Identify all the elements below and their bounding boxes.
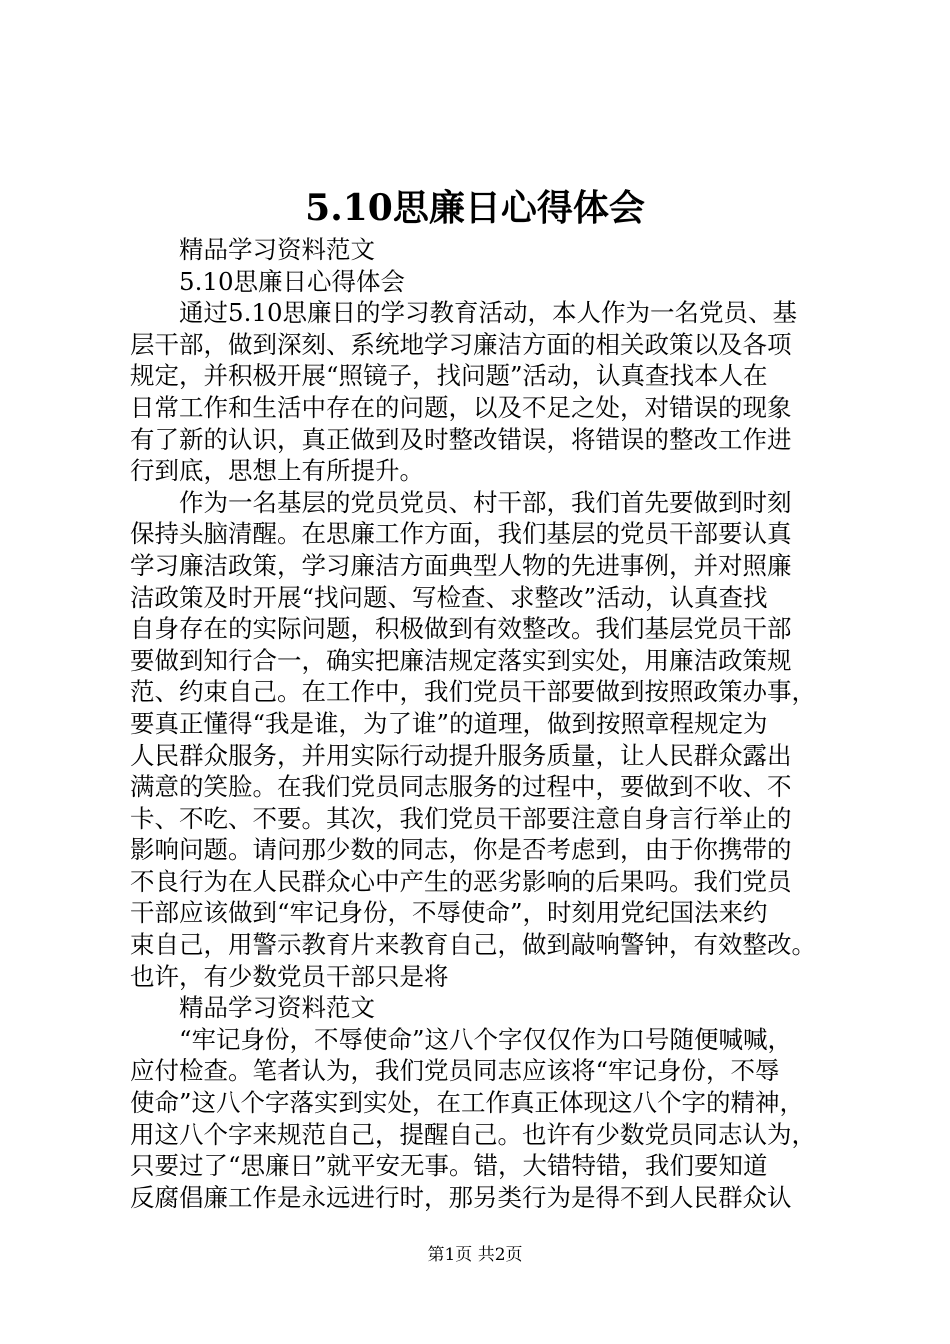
text-line: 学习廉洁政策，学习廉洁方面典型人物的先进事例，并对照廉 [130, 550, 792, 580]
text-line: 有了新的认识，真正做到及时整改错误，将错误的整改工作进 [130, 424, 792, 454]
text-line: 要真正懂得“我是谁，为了谁”的道理，做到按照章程规定为 [130, 708, 768, 738]
text-line: 范、约束自己。在工作中，我们党员干部要做到按照政策办事， [130, 677, 816, 707]
text-line: 行到底，思想上有所提升。 [130, 456, 424, 486]
subtitle-line: 5.10思廉日心得体会 [179, 266, 406, 296]
text-line: 日常工作和生活中存在的问题，以及不足之处，对错误的现象 [130, 392, 792, 422]
text-line: 影响问题。请问那少数的同志，你是否考虑到，由于你携带的 [130, 835, 792, 865]
text-line: 也许，有少数党员干部只是将 [130, 961, 449, 991]
document-body [130, 234, 855, 1213]
text-line: 作为一名基层的党员党员、村干部，我们首先要做到时刻 [179, 487, 792, 517]
text-line: 要做到知行合一，确实把廉洁规定落实到实处，用廉洁政策规 [130, 645, 792, 675]
page-footer: 第1页 共2页 [427, 1245, 523, 1265]
text-line: 规定，并积极开展“照镜子，找问题”活动，认真查找本人在 [130, 361, 768, 391]
text-line: 自身存在的实际问题，积极做到有效整改。我们基层党员干部 [130, 614, 792, 644]
header-label: 精品学习资料范文 [179, 993, 375, 1023]
text-line: 束自己，用警示教育片来教育自己，做到敲响警钟，有效整改。 [130, 930, 816, 960]
text-line: 层干部，做到深刻、系统地学习廉洁方面的相关政策以及各项 [130, 329, 792, 359]
text-line: 通过5.10思廉日的学习教育活动，本人作为一名党员、基 [179, 298, 798, 328]
text-line: 只要过了“思廉日”就平安无事。错，大错特错，我们要知道 [130, 1151, 768, 1181]
text-line: 反腐倡廉工作是永远进行时，那另类行为是得不到人民群众认 [130, 1182, 792, 1212]
text-line: 使命”这八个字落实到实处，在工作真正体现这八个字的精神， [130, 1088, 805, 1118]
text-line: 应付检查。笔者认为，我们党员同志应该将“牢记身份，不辱 [130, 1056, 780, 1086]
document-title: 5.10思廉日心得体会 [305, 187, 645, 229]
text-line: 保持头脑清醒。在思廉工作方面，我们基层的党员干部要认真 [130, 519, 792, 549]
text-line: 不良行为在人民群众心中产生的恶劣影响的后果吗。我们党员 [130, 866, 792, 896]
header-label: 精品学习资料范文 [179, 235, 375, 264]
text-line: 用这八个字来规范自己，提醒自己。也许有少数党员同志认为， [130, 1119, 816, 1149]
text-line: 人民群众服务，并用实际行动提升服务质量，让人民群众露出 [130, 740, 792, 770]
text-line: 干部应该做到“牢记身份，不辱使命”，时刻用党纪国法来约 [130, 898, 768, 928]
text-line: 洁政策及时开展“找问题、写检查、求整改”活动，认真查找 [130, 582, 768, 612]
text-line: 卡、不吃、不要。其次，我们党员干部要注意自身言行举止的 [130, 803, 792, 833]
text-line: “牢记身份，不辱使命”这八个字仅仅作为口号随便喊喊， [179, 1024, 793, 1054]
text-line: 满意的笑脸。在我们党员同志服务的过程中，要做到不收、不 [130, 772, 792, 802]
